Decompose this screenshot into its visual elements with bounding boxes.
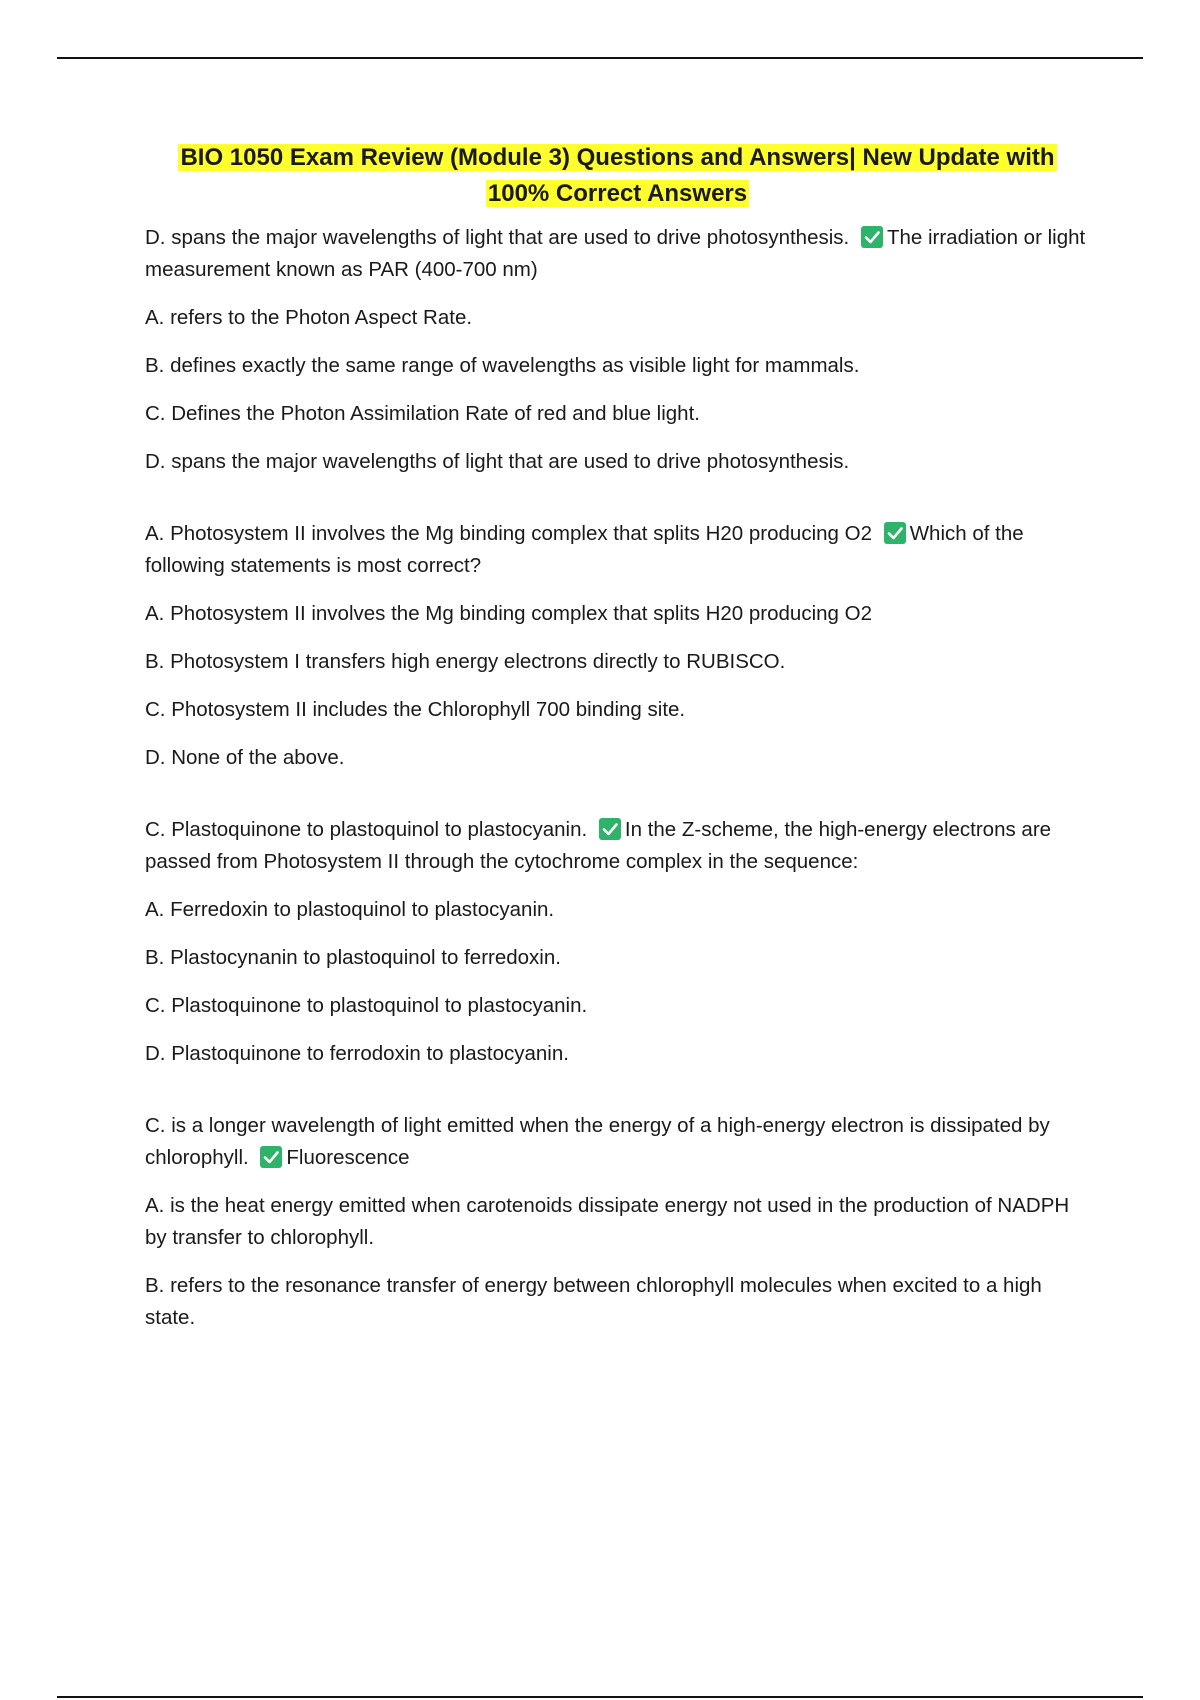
option: A. refers to the Photon Aspect Rate. [145, 306, 473, 329]
answer-line [145, 518, 1090, 582]
question-text: The irradiation or light measurement known as PAR (400-700 nm) [145, 226, 1086, 281]
answer-line [145, 814, 1090, 878]
correct-answer: D. spans the major wavelengths of light that are used to drive photosynthesis. [145, 226, 850, 249]
check-mark-icon [599, 818, 621, 840]
option: D. spans the major wavelengths of light that are used to drive photosynthesis. [145, 450, 850, 473]
option: B. Plastocynanin to plastoquinol to ferredoxin. [145, 946, 561, 969]
question-block [145, 222, 1090, 478]
option: D. None of the above. [145, 746, 345, 769]
correct-answer: C. is a longer wavelength of light emitted when the energy of a high-energy electron is dissipated by chlorophyll. [145, 1114, 1050, 1169]
option: A. is the heat energy emitted when carotenoids dissipate energy not used in the production of NADPH by transfer to chlorophyll. [145, 1194, 1070, 1249]
option: A. Ferredoxin to plastoquinol to plastocyanin. [145, 898, 555, 921]
footer-rule [57, 1696, 1143, 1698]
option: C. Defines the Photon Assimilation Rate of red and blue light. [145, 402, 700, 425]
option: B. refers to the resonance transfer of energy between chlorophyll molecules when excited to a high state. [145, 1274, 1042, 1329]
option: B. defines exactly the same range of wavelengths as visible light for mammals. [145, 354, 860, 377]
answer-line [145, 1110, 1090, 1174]
document-page [145, 140, 1090, 1374]
check-mark-icon [260, 1146, 282, 1168]
question-text: In the Z-scheme, the high-energy electrons are passed from Photosystem II through the cytochrome complex in the sequence: [145, 818, 1052, 873]
question-text: Which of the following statements is most correct? [145, 522, 1024, 577]
document-title [145, 140, 1090, 212]
check-mark-icon [884, 522, 906, 544]
correct-answer: C. Plastoquinone to plastoquinol to plastocyanin. [145, 818, 588, 841]
answer-line [145, 222, 1090, 286]
title-line-1: BIO 1050 Exam Review (Module 3) Questions and Answers| New Update with [180, 144, 1055, 171]
option: C. Photosystem II includes the Chlorophyll 700 binding site. [145, 698, 686, 721]
check-mark-icon [861, 226, 883, 248]
title-line-2: 100% Correct Answers [487, 180, 748, 207]
question-text: Fluorescence [286, 1146, 410, 1169]
question-block [145, 814, 1090, 1070]
header-rule [57, 57, 1143, 59]
option: B. Photosystem I transfers high energy electrons directly to RUBISCO. [145, 650, 786, 673]
question-block [145, 1110, 1090, 1334]
question-block [145, 518, 1090, 774]
correct-answer: A. Photosystem II involves the Mg binding complex that splits H20 producing O2 [145, 522, 872, 545]
option: A. Photosystem II involves the Mg binding complex that splits H20 producing O2 [145, 602, 872, 625]
option: C. Plastoquinone to plastoquinol to plastocyanin. [145, 994, 588, 1017]
option: D. Plastoquinone to ferrodoxin to plastocyanin. [145, 1042, 569, 1065]
